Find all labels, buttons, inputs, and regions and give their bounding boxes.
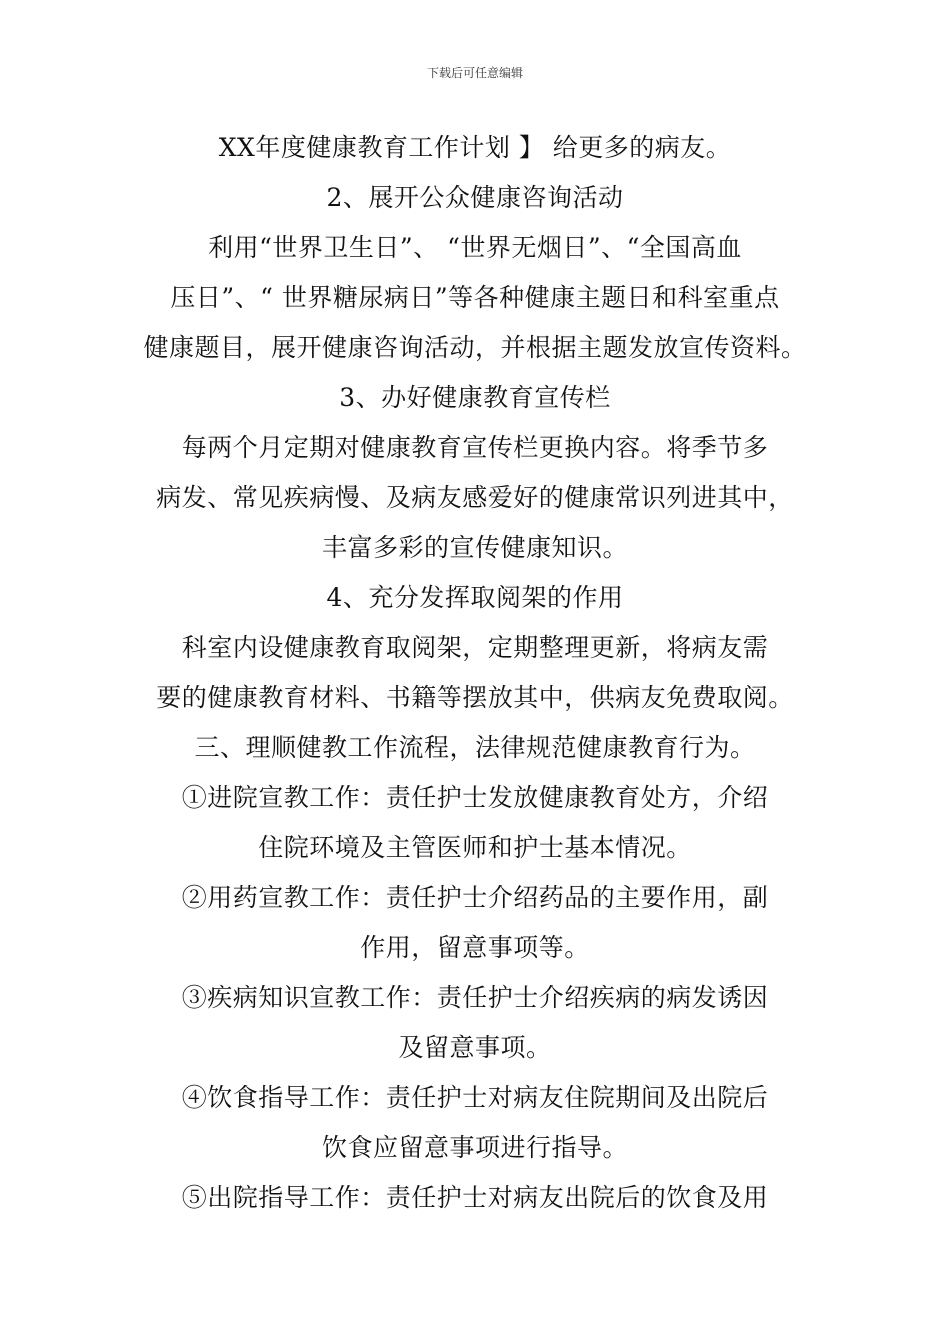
text-line: 要的健康教育材料、书籍等摆放其中，供病友免费取阅。 (156, 683, 794, 712)
section-heading: 2、展开公众健康咨询活动 (326, 183, 624, 212)
text-line: 作用，留意事项等。 (360, 933, 590, 962)
text-line: ②用药宣教工作：责任护士介绍药品的主要作用，副 (181, 883, 769, 912)
text-line: 每两个月定期对健康教育宣传栏更换内容。将季节多 (181, 433, 769, 462)
text-line: ①进院宣教工作：责任护士发放健康教育处方，介绍 (181, 783, 769, 812)
section-heading: 三、理顺健教工作流程，法律规范健康教育行为。 (194, 733, 756, 762)
text-line: 健康题目，展开健康咨询活动，并根据主题发放宣传资料。 (143, 333, 807, 362)
text-line: 利用“世界卫生日”、 “世界无烟日”、“全国高血 (208, 233, 742, 262)
page-header: 下载后可任意编辑 (426, 66, 523, 80)
section-heading: 4、充分发挥取阅架的作用 (326, 583, 624, 612)
text-line: ④饮食指导工作：责任护士对病友住院期间及出院后 (181, 1083, 769, 1112)
section-heading: 3、办好健康教育宣传栏 (339, 383, 611, 412)
text-line: XX年度健康教育工作计划 】 给更多的病友。 (218, 133, 732, 162)
text-line: 住院环境及主管医师和护士基本情况。 (258, 833, 692, 862)
text-line: 饮食应留意事项进行指导。 (321, 1133, 628, 1162)
text-line: 丰富多彩的宣传健康知识。 (321, 533, 628, 562)
text-line: 科室内设健康教育取阅架，定期整理更新，将病友需 (181, 633, 769, 662)
text-line: 病发、常见疾病慢、及病友感爱好的健康常识列进其中， (156, 483, 794, 512)
text-line: 压日”、“ 世界糖尿病日”等各种健康主题日和科室重点 (170, 283, 780, 312)
text-line: ③疾病知识宣教工作：责任护士介绍疾病的病发诱因 (181, 983, 769, 1012)
text-line: ⑤出院指导工作：责任护士对病友出院后的饮食及用 (181, 1183, 769, 1212)
text-line: 及留意事项。 (398, 1033, 552, 1062)
